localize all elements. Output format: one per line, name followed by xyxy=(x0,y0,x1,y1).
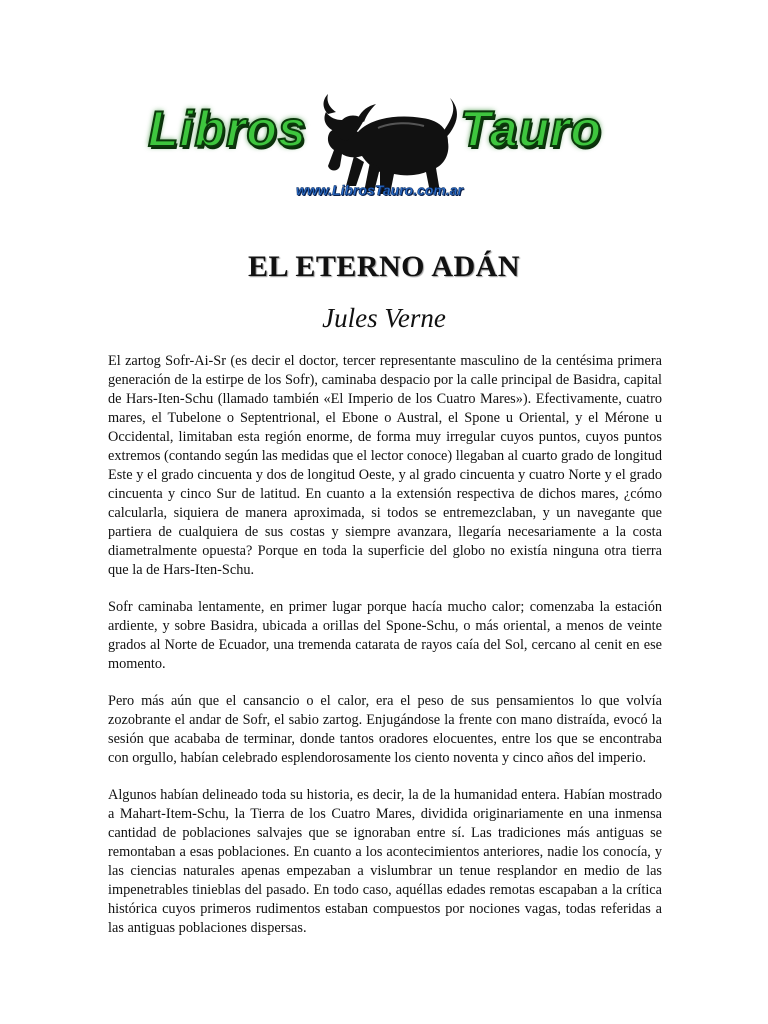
logo-word-libros: Libros xyxy=(148,101,307,157)
logo-url[interactable]: www.LibrosTauro.com.ar xyxy=(296,182,463,198)
paragraph: Sofr caminaba lentamente, en primer lugar porque hacía mucho calor; comenzaba la estación ardiente, y sobre Basidra, ubicada a orillas del Spone-Schu, o más oriental, a menos de veinte grados al Norte de Ecuador, una tremenda catarata de rayos caía del Sol, cercano al cenit en ese momento. xyxy=(108,599,662,672)
document-body xyxy=(108,352,662,956)
paragraph: Pero más aún que el cansancio o el calor, era el peso de sus pensamientos lo que volvía zozobrante el andar de Sofr, el sabio zartog. Enjugándose la frente con mano distraída, evocó la sesión que acababa de terminar, donde tantos oradores elocuentes, entre los que se encontraba con orgullo, habían celebrado esplendorosamente los ciento noventa y cinco años del imperio. xyxy=(108,693,662,766)
document-title: EL ETERNO ADÁN xyxy=(247,250,521,283)
document-author: Jules Verne xyxy=(322,303,446,333)
paragraph: Algunos habían delineado toda su historia, es decir, la de la humanidad entera. Habían mostrado a Mahart-Item-Schu, la Tierra de los Cuatro Mares, dividida originariamente en una inmensa cantidad de poblaciones salvajes que se ignoraban entre sí. Las tradiciones más antiguas se remontaban a esas poblaciones. En cuanto a los acontecimientos anteriores, nadie los conocía, y las ciencias naturales apenas empezaban a vislumbrar un tenue resplandor en medio de las impenetrables tinieblas del pasado. En todo caso, aquéllas edades remotas escapaban a la crítica histórica cuyos primeros rudimentos estaban compuestos por nociones vagas, todas referidas a las antiguas poblaciones dispersas. xyxy=(108,787,662,936)
paragraph: El zartog Sofr-Ai-Sr (es decir el doctor, tercer representante masculino de la centésima primera generación de la estirpe de los Sofr), caminaba despacio por la calle principal de Basidra, capital de Hars-Iten-Schu (llamado también «El Imperio de los Cuatro Mares»). Efectivamente, cuatro mares, el Tubelone o Septentrional, el Ebone o Austral, el Spone u Oriental, y el Mérone u Occidental, limitaban esta región enorme, de forma muy irregular cuyos puntos, cuyos puntos extremos (contando según las medidas que el lector conoce) llegaban al cuarto grado de longitud Este y el grado cincuenta y dos de longitud Oeste, y al grado cincuenta y cuatro Norte y el grado cincuenta y cinco Sur de latitud. En cuanto a la extensión respectiva de dichos mares, ¿cómo calcularla, siquiera de manera aproximada, si todos se entremezclaban, y un navegante que partiera de cualquiera de sus costas y siempre avanzara, llegaría necesariamente a la costa diametralmente opuesta? Porque en toda la superficie del globo no existía ninguna otra tierra que la de Hars-Iten-Schu. xyxy=(108,353,662,578)
site-logo xyxy=(140,88,630,208)
logo-word-tauro: Tauro xyxy=(460,101,603,157)
